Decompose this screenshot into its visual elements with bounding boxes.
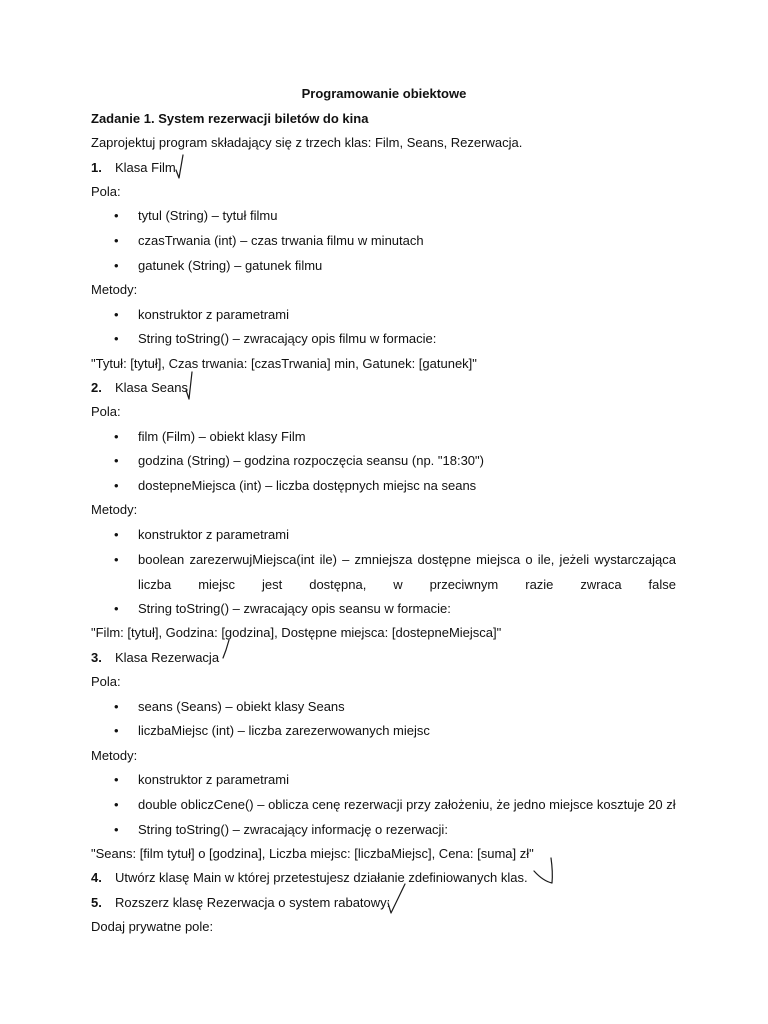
list-item: String toString() – zwracający opis seansu w formacie:	[138, 601, 451, 616]
bullet-icon: •	[114, 233, 119, 248]
bullet-icon: •	[114, 453, 119, 468]
format-string: "Film: [tytuł], Godzina: [godzina], Dostępne miejsca: [dostepneMiejsca]"	[91, 625, 502, 640]
step-4	[91, 869, 528, 887]
step-text: Rozszerz klasę Rezerwacja o system rabatowy:	[115, 895, 391, 910]
bullet-icon: •	[114, 772, 119, 787]
section-number: 3.	[91, 650, 102, 665]
list-item: czasTrwania (int) – czas trwania filmu w minutach	[138, 233, 424, 248]
checkmark-icon	[223, 640, 229, 658]
list-item: tytul (String) – tytuł filmu	[138, 208, 278, 223]
checkmark-icon	[388, 884, 405, 913]
bullet-icon: •	[114, 552, 119, 567]
step-5	[91, 894, 390, 912]
format-string: "Seans: [film tytuł] o [godzina], Liczba miejsc: [liczbaMiejsc], Cena: [suma] zł"	[91, 846, 534, 861]
list-item: boolean zarezerwujMiejsca(int ile) – zmniejsza dostępne miejsca o ile, jeżeli wystarczająca liczba miejsc jest dostępna, w przeciwnym razie zwraca false	[138, 552, 676, 592]
section-title: Klasa Rezerwacja	[115, 650, 220, 665]
list-item: konstruktor z parametrami	[138, 307, 289, 322]
section-title: Klasa Film	[115, 160, 176, 175]
bullet-icon: •	[114, 527, 119, 542]
task-heading: Zadanie 1. System rezerwacji biletów do kina	[91, 111, 369, 126]
bullet-icon: •	[114, 258, 119, 273]
bullet-icon: •	[114, 723, 119, 738]
fields-label: Pola:	[91, 404, 121, 419]
list-item: konstruktor z parametrami	[138, 527, 289, 542]
bullet-icon: •	[114, 429, 119, 444]
list-item: godzina (String) – godzina rozpoczęcia seansu (np. "18:30")	[138, 453, 484, 468]
fields-label: Pola:	[91, 674, 121, 689]
checkmark-icon	[534, 858, 552, 883]
methods-label: Metody:	[91, 748, 138, 763]
section-1-heading	[91, 159, 176, 177]
list-item: String toString() – zwracający opis filmu w formacie:	[138, 331, 437, 346]
step-number: 4.	[91, 870, 102, 885]
last-line: Dodaj prywatne pole:	[91, 919, 214, 934]
bullet-icon: •	[114, 307, 119, 322]
section-2-heading	[91, 379, 188, 397]
step-number: 5.	[91, 895, 102, 910]
methods-label: Metody:	[91, 282, 138, 297]
list-item: liczbaMiejsc (int) – liczba zarezerwowanych miejsc	[138, 723, 430, 738]
bullet-icon: •	[114, 208, 119, 223]
list-item: film (Film) – obiekt klasy Film	[138, 429, 306, 444]
format-string: "Tytuł: [tytuł], Czas trwania: [czasTrwania] min, Gatunek: [gatunek]"	[91, 356, 477, 371]
bullet-icon: •	[114, 331, 119, 346]
methods-label: Metody:	[91, 502, 138, 517]
fields-label: Pola:	[91, 184, 121, 199]
document-title: Programowanie obiektowe	[301, 86, 467, 101]
list-item: double obliczCene() – oblicza cenę rezerwacji przy założeniu, że jedno miejsce kosztuje 20 zł	[138, 797, 676, 812]
section-number: 2.	[91, 380, 102, 395]
list-item: gatunek (String) – gatunek filmu	[138, 258, 323, 273]
list-item: dostepneMiejsca (int) – liczba dostępnych miejsc na seans	[138, 478, 477, 493]
list-item: seans (Seans) – obiekt klasy Seans	[138, 699, 345, 714]
bullet-icon: •	[114, 601, 119, 616]
section-number: 1.	[91, 160, 102, 175]
bullet-icon: •	[114, 797, 119, 812]
checkmark-icon	[176, 155, 183, 178]
bullet-icon: •	[114, 822, 119, 837]
list-item: konstruktor z parametrami	[138, 772, 289, 787]
intro-text: Zaprojektuj program składający się z trzech klas: Film, Seans, Rezerwacja.	[91, 135, 523, 150]
list-item: String toString() – zwracający informację o rezerwacji:	[138, 822, 448, 837]
step-text: Utwórz klasę Main w której przetestujesz działanie zdefiniowanych klas.	[115, 870, 528, 885]
bullet-icon: •	[114, 478, 119, 493]
bullet-icon: •	[114, 699, 119, 714]
section-3-heading	[91, 649, 219, 667]
section-title: Klasa Seans	[115, 380, 188, 395]
